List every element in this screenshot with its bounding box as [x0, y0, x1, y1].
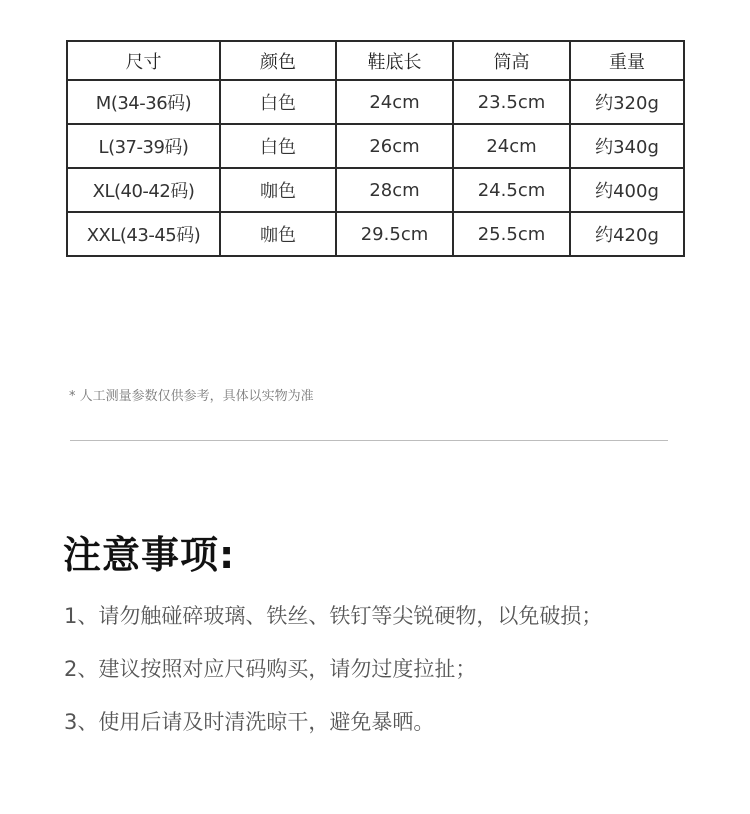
header-size: 尺寸: [67, 41, 220, 80]
cell-sole-length: 28cm: [336, 168, 453, 212]
cell-weight: 约420g: [570, 212, 684, 256]
cell-size: L(37-39码): [67, 124, 220, 168]
cell-color: 咖色: [220, 168, 336, 212]
cell-color: 咖色: [220, 212, 336, 256]
table-row: [67, 80, 684, 124]
cell-sole-length: 26cm: [336, 124, 453, 168]
header-weight: 重量: [570, 41, 684, 80]
table-row: [67, 124, 684, 168]
notes-item: 2、建议按照对应尺码购买，请勿过度拉扯；: [64, 657, 477, 681]
cell-weight: 约340g: [570, 124, 684, 168]
cell-sole-length: 24cm: [336, 80, 453, 124]
size-table: [66, 40, 685, 257]
notes-item: 3、使用后请及时清洗晾干，避免暴晒。: [64, 710, 435, 734]
cell-shaft-height: 24cm: [453, 124, 570, 168]
cell-weight: 约400g: [570, 168, 684, 212]
cell-color: 白色: [220, 124, 336, 168]
section-divider: [70, 440, 668, 441]
cell-sole-length: 29.5cm: [336, 212, 453, 256]
notes-item: 1、请勿触碰碎玻璃、铁丝、铁钉等尖锐硬物，以免破损；: [64, 604, 603, 628]
cell-size: XL(40-42码): [67, 168, 220, 212]
cell-weight: 约320g: [570, 80, 684, 124]
measurement-footnote: * 人工测量参数仅供参考，具体以实物为准: [69, 389, 314, 404]
header-shaft-height: 筒高: [453, 41, 570, 80]
cell-color: 白色: [220, 80, 336, 124]
table-row: [67, 212, 684, 256]
cell-shaft-height: 24.5cm: [453, 168, 570, 212]
notes-heading: 注意事项:: [63, 533, 236, 577]
cell-size: M(34-36码): [67, 80, 220, 124]
cell-shaft-height: 23.5cm: [453, 80, 570, 124]
cell-shaft-height: 25.5cm: [453, 212, 570, 256]
cell-size: XXL(43-45码): [67, 212, 220, 256]
table-header-row: [67, 41, 684, 80]
header-color: 颜色: [220, 41, 336, 80]
header-sole-length: 鞋底长: [336, 41, 453, 80]
table-row: [67, 168, 684, 212]
